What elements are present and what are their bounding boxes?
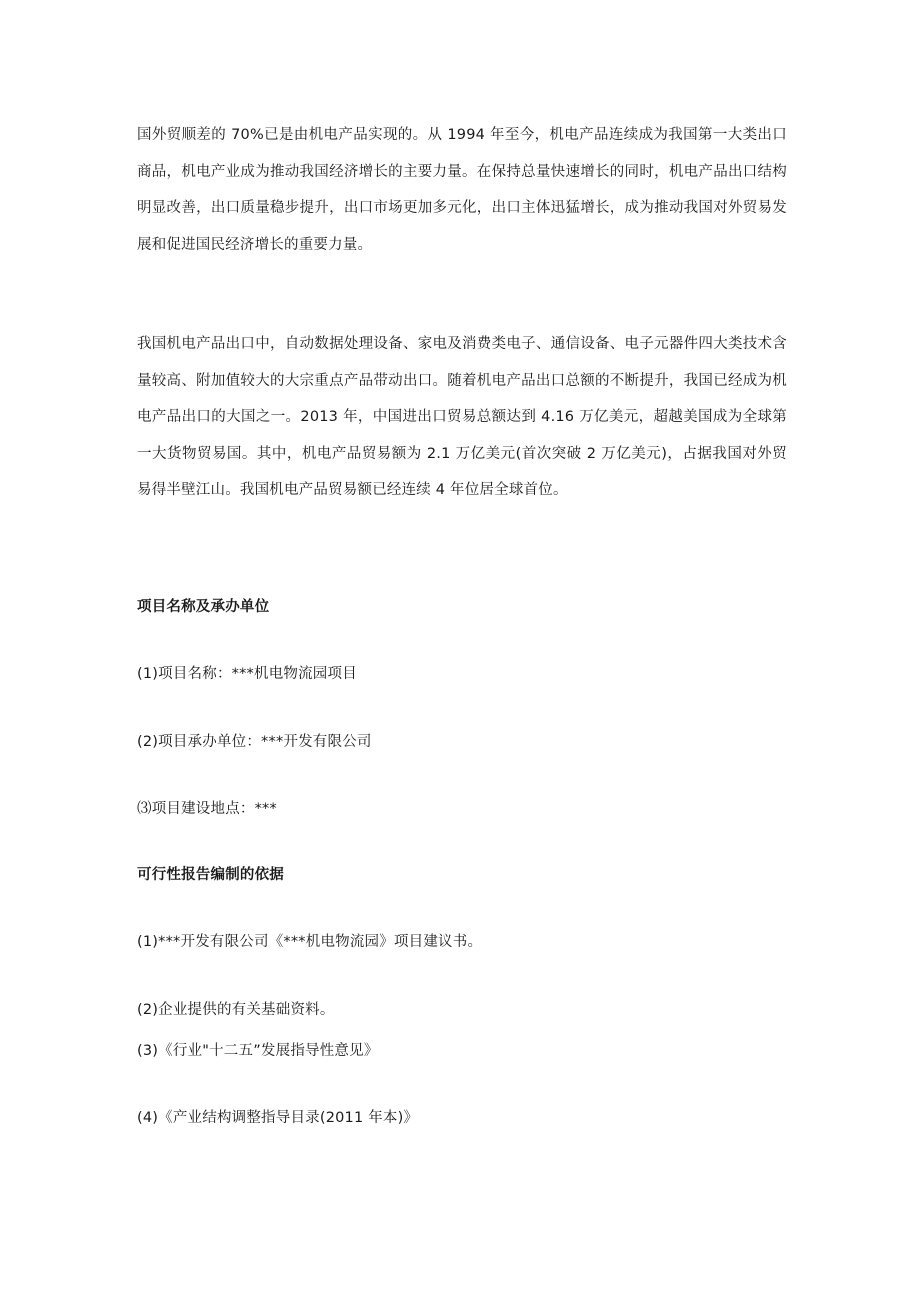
list-item-basis-materials: (2)企业提供的有关基础资料。 <box>137 1002 335 1018</box>
list-item-basis-guidance: (3)《行业"十二五”发展指导性意见》 <box>137 1043 379 1059</box>
section-heading-report-basis: 可行性报告编制的依据 <box>137 867 284 883</box>
list-item-project-undertaker: (2)项目承办单位：***开发有限公司 <box>137 734 372 750</box>
paragraph-export-overview: 国外贸顺差的 70%已是由机电产品实现的。从 1994 年至今，机电产品连续成为我国第一大类出口商品，机电产业成为推动我国经济增长的主要力量。在保持总量快速增长的同时，机电产品出口结构明显改善，出口质量稳步提升，出口市场更加多元化，出口主体迅猛增长，成为推动我国对外贸易发展和促进国民经济增长的重要力量。 <box>137 127 787 253</box>
list-item-basis-proposal: (1)***开发有限公司《***机电物流园》项目建议书。 <box>137 934 483 950</box>
list-item-project-name: (1)项目名称：***机电物流园项目 <box>137 666 357 682</box>
section-heading-project-name: 项目名称及承办单位 <box>137 599 270 615</box>
list-item-basis-catalog: (4)《产业结构调整指导目录(2011 年本)》 <box>137 1110 419 1126</box>
paragraph-export-structure: 我国机电产品出口中，自动数据处理设备、家电及消费类电子、通信设备、电子元器件四大类技术含量较高、附加值较大的大宗重点产品带动出口。随着机电产品出口总额的不断提升，我国已经成为机电产品出口的大国之一。2013 年，中国进出口贸易总额达到 4.16 万亿美元，超越美国成为全球第一大货物贸易国。其中，机电产品贸易额为 2.1 万亿美元(首次突破 2 万亿美元)，占据我国对外贸易得半壁江山。我国机电产品贸易额已经连续 4 年位居全球首位。 <box>137 336 787 498</box>
list-item-project-location: ⑶项目建设地点：*** <box>137 801 277 817</box>
